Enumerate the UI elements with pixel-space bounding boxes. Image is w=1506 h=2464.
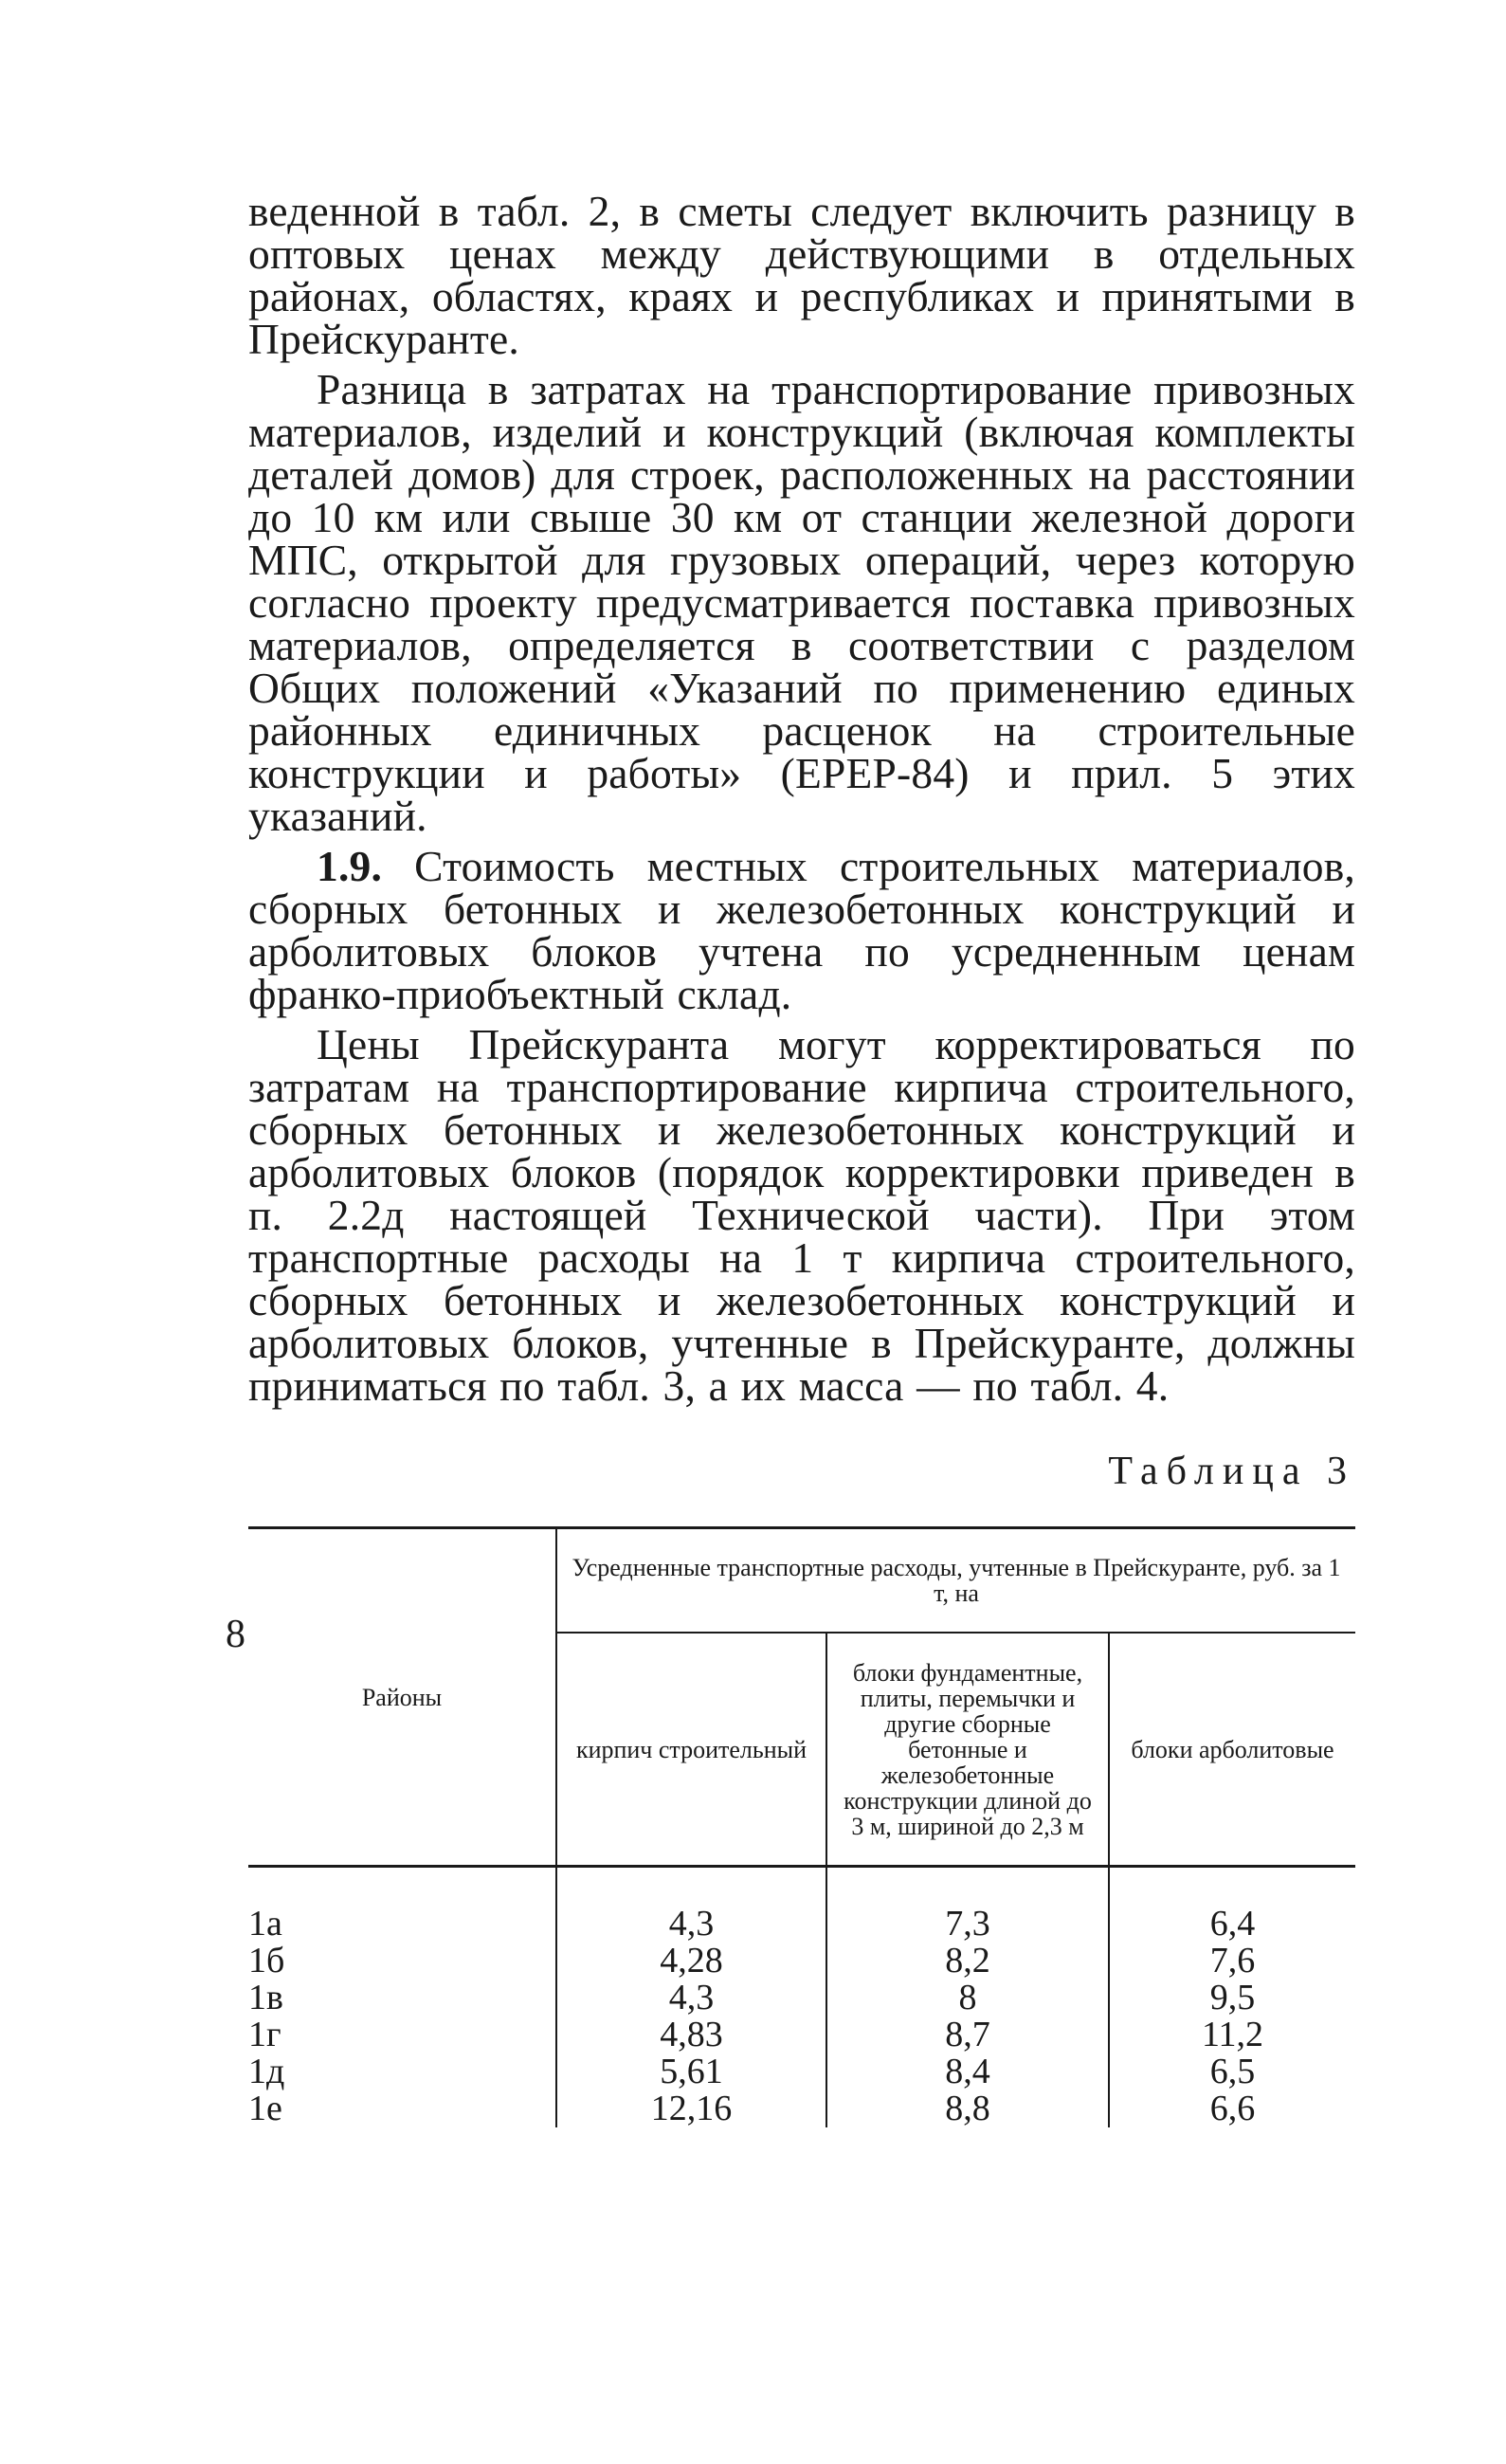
value-cell: 4,28 [556,1943,826,1980]
column-header-concrete-blocks: блоки фундаментные, плиты, перемычки и другие сборные бетонные и железобетонные конструкции длиной до 3 м, шириной до 2,3 м [826,1633,1109,1867]
value-cell: 4,3 [556,1980,826,2017]
value-cell: 7,6 [1109,1943,1355,1980]
column-header-brick: кирпич строительный [556,1633,826,1867]
paragraph-price-correction: Цены Прейскуранта могут корректироваться по затратам на транспортирование кирпича строительного, сборных бетонных и железобетонных конструкций и арболитовых блоков (порядок корректировки приведен в п. 2.2д настоящей Технической части). При этом транспортные расходы на 1 т кирпича строительного, сборных бетонных и железобетонных конструкций и арболитовых блоков, учтенные в Прейскуранте, должны приниматься по табл. 3, а их масса — по табл. 4. [248,1020,1355,1410]
value-cell: 11,2 [1109,2017,1355,2053]
paragraph-clause-1-9 [248,842,1356,1018]
value-cell: 12,16 [556,2090,826,2127]
value-cell: 8,8 [826,2090,1109,2127]
value-cell: 7,3 [826,1867,1109,1944]
region-cell: 1г [248,2015,281,2054]
value-cell: 9,5 [1109,1980,1355,2017]
region-cell: 1б [248,1941,285,1980]
page-body [248,187,1356,2128]
paragraph-continued: веденной в табл. 2, в сметы следует включить разницу в оптовых ценах между действующими в отдельных районах, областях, краях и республиках и принятыми в Прейскуранте. [248,187,1355,363]
table-row [248,1943,1355,1980]
region-cell: 1е [248,2089,282,2128]
clause-number: 1.9. [317,842,383,890]
table-row [248,1980,1355,2017]
table-row [248,2053,1355,2090]
table-caption: Таблица 3 [1108,1450,1355,1493]
clause-text: Стоимость местных строительных материалов, сборных бетонных и железобетонных конструкций и арболитовых блоков учтена по усредненным ценам франко-приобъектный склад. [248,842,1356,1018]
column-header-arbolite-blocks: блоки арболитовые [1109,1633,1355,1867]
region-cell: 1а [248,1904,282,1944]
region-cell: 1в [248,1978,283,2017]
table-body [248,1867,1355,2128]
transport-costs-table [248,1526,1355,2127]
value-cell: 5,61 [556,2053,826,2090]
value-cell: 8,7 [826,2017,1109,2053]
page-number: 8 [226,1613,245,1656]
table-row [248,2017,1355,2053]
value-cell: 4,3 [556,1867,826,1944]
table-row [248,1867,1355,1944]
value-cell: 8 [826,1980,1109,2017]
paragraph-transport-difference: Разница в затратах на транспортирование привозных материалов, изделий и конструкций (включая комплекты деталей домов) для строек, расположенных на расстоянии до 10 км или свыше 30 км от станции железной дороги МПС, открытой для грузовых операций, через которую согласно проекту предусматривается поставка привозных материалов, определяется в соответствии с разделом Общих положений «Указаний по применению единых районных единичных расценок на строительные конструкции и работы» (ЕРЕР-84) и прил. 5 этих указаний. [248,365,1355,840]
region-header: Районы [248,1528,556,1867]
table-row [248,2090,1355,2127]
group-header: Усредненные транспортные расходы, учтенные в Прейскуранте, руб. за 1 т, на [556,1528,1355,1634]
value-cell: 4,83 [556,2017,826,2053]
value-cell: 8,4 [826,2053,1109,2090]
value-cell: 6,5 [1109,2053,1355,2090]
value-cell: 8,2 [826,1943,1109,1980]
region-cell: 1д [248,2052,285,2091]
value-cell: 6,6 [1109,2090,1355,2127]
value-cell: 6,4 [1109,1867,1355,1944]
